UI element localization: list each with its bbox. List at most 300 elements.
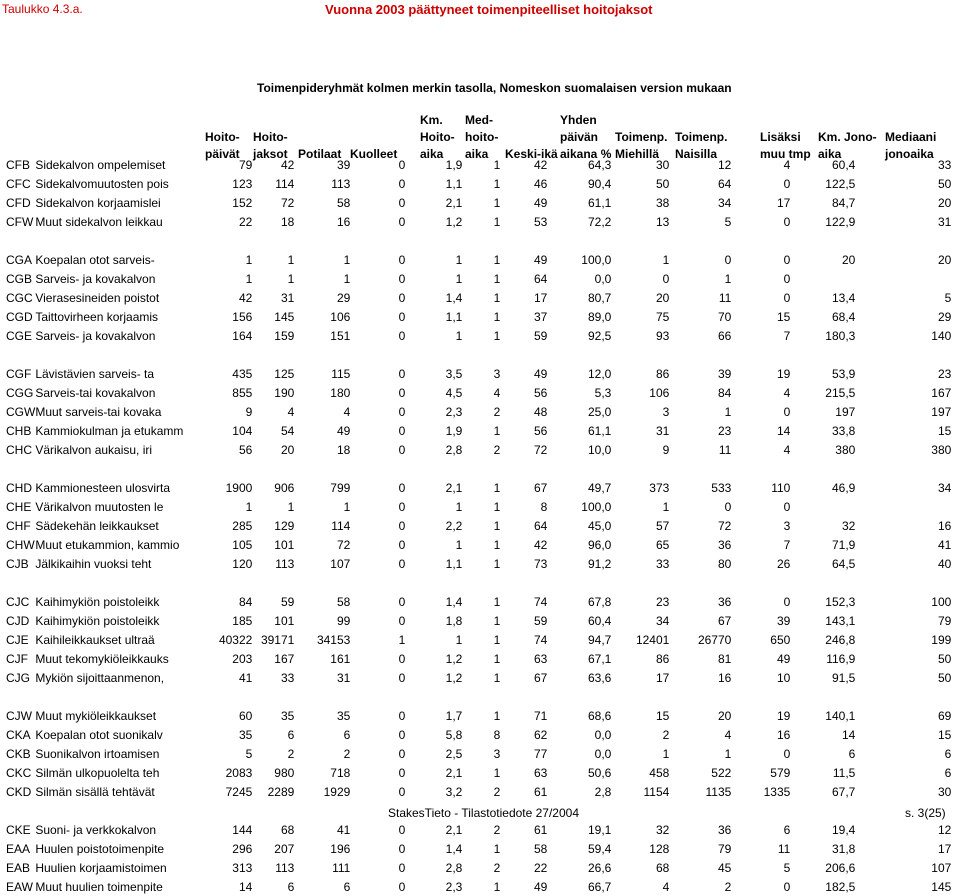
table-cell: 72 xyxy=(533,442,548,457)
table-cell: 1 xyxy=(493,252,501,267)
procedure-name: Värikalvon aukaisu, iri xyxy=(35,442,153,457)
table-cell: 66 xyxy=(717,328,732,343)
table-cell: 64,5 xyxy=(831,556,856,571)
column-header-line: muu tmp xyxy=(760,147,811,161)
table-cell: 74 xyxy=(533,594,548,609)
table-cell: 26,6 xyxy=(587,860,612,875)
table-cell: 0 xyxy=(398,404,406,419)
procedure-code: CJB xyxy=(6,556,29,571)
table-cell: 1 xyxy=(493,632,501,647)
table-cell: 100,0 xyxy=(581,499,612,514)
table-cell: 196 xyxy=(330,841,351,856)
table-cell: 14 xyxy=(776,423,791,438)
table-cell: 855 xyxy=(232,385,253,400)
procedure-name: Suonikalvon irtoamisen xyxy=(35,746,160,761)
table-cell: 1 xyxy=(493,651,501,666)
table-cell: 84 xyxy=(238,594,253,609)
table-cell: 2,1 xyxy=(445,822,463,837)
table-cell: 1,4 xyxy=(445,290,463,305)
table-cell: 13 xyxy=(655,214,670,229)
table-cell: 3 xyxy=(662,404,670,419)
table-cell: 143,1 xyxy=(825,613,856,628)
table-row xyxy=(0,554,954,573)
table-cell: 2,8 xyxy=(445,442,463,457)
table-row xyxy=(0,516,954,535)
table-cell: 100,0 xyxy=(581,252,612,267)
table-cell: 1 xyxy=(493,594,501,609)
procedure-code: CHD xyxy=(6,480,32,495)
table-cell: 22 xyxy=(533,860,548,875)
column-header-line: jonoaika xyxy=(885,147,934,161)
table-cell: 60 xyxy=(238,708,253,723)
table-cell: 373 xyxy=(649,480,670,495)
table-cell: 36 xyxy=(717,594,732,609)
table-cell: 128 xyxy=(649,841,670,856)
table-cell: 0 xyxy=(398,290,406,305)
table-cell: 2,3 xyxy=(445,404,463,419)
procedure-name: Kaihimykiön poistoleikk xyxy=(35,594,160,609)
table-cell: 1335 xyxy=(763,784,791,799)
table-cell: 114 xyxy=(275,176,295,191)
column-header-line xyxy=(298,112,350,129)
table-cell: 1 xyxy=(245,499,253,514)
table-cell: 56 xyxy=(533,385,548,400)
column-header-line: Hoito- xyxy=(253,130,288,144)
table-cell: 61 xyxy=(533,822,548,837)
table-cell: 17 xyxy=(655,670,670,685)
procedure-code: CKC xyxy=(6,765,32,780)
table-cell: 90,4 xyxy=(587,176,612,191)
table-cell: 41 xyxy=(238,670,253,685)
table-cell: 3 xyxy=(493,366,501,381)
table-cell: 0 xyxy=(398,366,406,381)
table-cell: 50,6 xyxy=(587,765,612,780)
table-row xyxy=(0,288,954,307)
table-cell: 203 xyxy=(232,651,253,666)
table-cell: 1 xyxy=(245,252,253,267)
table-cell: 4 xyxy=(343,404,351,419)
table-cell: 96,0 xyxy=(587,537,612,552)
procedure-name: Kaihimykiön poistoleikk xyxy=(35,613,160,628)
procedure-code: CGE xyxy=(6,328,33,343)
table-row xyxy=(0,763,954,782)
table-cell: 197 xyxy=(835,404,856,419)
table-cell: 48 xyxy=(533,404,548,419)
column-header-line: aika xyxy=(465,147,489,161)
table-cell: 1 xyxy=(287,499,295,514)
table-cell: 380 xyxy=(835,442,856,457)
table-cell: 2 xyxy=(493,784,501,799)
table-row xyxy=(0,535,954,554)
table-cell: 0 xyxy=(398,442,406,457)
footer-page-number: s. 3(25) xyxy=(905,806,946,820)
column-header-line xyxy=(298,129,350,146)
table-cell: 0 xyxy=(398,594,406,609)
table-cell: 435 xyxy=(232,366,253,381)
table-cell: 1 xyxy=(493,176,501,191)
procedure-code: CHE xyxy=(6,499,32,514)
table-row xyxy=(0,269,954,288)
table-row xyxy=(0,649,954,668)
table-cell: 1 xyxy=(493,518,501,533)
column-header-line: Km. xyxy=(420,113,443,127)
table-cell: 31 xyxy=(336,670,351,685)
table-cell: 0 xyxy=(398,822,406,837)
table-cell: 81 xyxy=(717,651,732,666)
table-cell: 11 xyxy=(718,290,732,305)
column-header-line: päivät xyxy=(205,147,240,161)
procedure-name: Jälkikaihin vuoksi teht xyxy=(35,556,152,571)
procedure-code: CKD xyxy=(6,784,32,799)
table-cell: 20 xyxy=(280,442,295,457)
table-cell: 31,8 xyxy=(831,841,856,856)
table-cell: 1 xyxy=(662,499,670,514)
table-cell: 182,5 xyxy=(825,879,856,894)
table-cell: 11,5 xyxy=(832,765,856,780)
table-cell: 7245 xyxy=(225,784,253,799)
table-cell: 49 xyxy=(533,252,548,267)
table-cell: 36 xyxy=(717,537,732,552)
table-cell: 5,8 xyxy=(445,727,463,742)
table-cell: 1,8 xyxy=(445,613,463,628)
table-row xyxy=(0,839,954,858)
column-header-line: hoito- xyxy=(465,130,499,144)
column-header-line: aika xyxy=(818,147,842,161)
table-cell: 206,6 xyxy=(825,860,856,875)
procedure-code: CKB xyxy=(6,746,31,761)
table-cell: 0 xyxy=(398,271,406,286)
table-cell: 32 xyxy=(841,518,856,533)
table-cell: 718 xyxy=(330,765,351,780)
table-cell: 20 xyxy=(937,195,952,210)
table-cell: 50 xyxy=(655,176,670,191)
table-cell: 1 xyxy=(493,537,501,552)
table-cell: 2,1 xyxy=(445,765,463,780)
column-header-line xyxy=(505,112,553,129)
table-cell: 3,5 xyxy=(445,366,463,381)
procedure-name: Koepalan otot sarveis- xyxy=(35,252,155,267)
table-cell: 65 xyxy=(655,537,670,552)
table-cell: 12 xyxy=(937,822,952,837)
table-cell: 1 xyxy=(455,537,463,552)
table-cell: 1,4 xyxy=(445,841,463,856)
table-cell: 34153 xyxy=(316,632,351,647)
table-cell: 53,9 xyxy=(831,366,856,381)
table-cell: 46 xyxy=(533,176,548,191)
table-cell: 2083 xyxy=(225,765,253,780)
table-cell: 4 xyxy=(493,385,501,400)
table-cell: 16 xyxy=(717,670,732,685)
column-header-line: Lisäksi xyxy=(760,130,801,144)
table-cell: 23 xyxy=(655,594,670,609)
column-header-line: Km. Jono- xyxy=(818,130,877,144)
table-cell: 1 xyxy=(493,214,501,229)
table-cell xyxy=(858,497,954,516)
table-cell: 41 xyxy=(336,822,351,837)
table-cell: 197 xyxy=(931,404,952,419)
table-cell: 63 xyxy=(533,765,548,780)
table-cell: 39 xyxy=(776,613,791,628)
table-cell: 6 xyxy=(848,746,856,761)
column-header-line xyxy=(760,112,796,129)
table-cell: 13,4 xyxy=(831,290,856,305)
table-cell: 5 xyxy=(245,746,253,761)
table-cell: 80,7 xyxy=(587,290,612,305)
table-cell: 42 xyxy=(533,537,548,552)
table-cell: 1 xyxy=(493,480,501,495)
table-cell: 74 xyxy=(533,632,548,647)
table-cell: 2,2 xyxy=(445,518,463,533)
table-cell: 35 xyxy=(280,708,295,723)
table-cell: 0 xyxy=(398,746,406,761)
table-cell: 101 xyxy=(274,537,295,552)
table-cell: 1 xyxy=(724,271,732,286)
table-cell: 56 xyxy=(238,442,253,457)
table-cell: 115 xyxy=(331,366,351,381)
procedure-code: CJE xyxy=(6,632,29,647)
procedure-name: Sidekalvon korjaamislei xyxy=(35,195,161,210)
table-cell: 1 xyxy=(493,765,501,780)
table-cell: 1 xyxy=(493,499,501,514)
table-cell xyxy=(858,269,954,288)
table-cell: 26 xyxy=(776,556,791,571)
table-cell: 6 xyxy=(343,879,351,894)
table-cell: 1 xyxy=(662,252,670,267)
procedure-name: Muut tekomykiöleikkauks xyxy=(35,651,169,666)
table-cell: 1 xyxy=(455,271,463,286)
table-cell: 2,1 xyxy=(445,195,463,210)
table-cell: 39 xyxy=(336,157,351,172)
table-cell: 458 xyxy=(649,765,670,780)
table-cell: 14 xyxy=(238,879,253,894)
table-cell: 0 xyxy=(398,841,406,856)
table-cell: 4,5 xyxy=(445,385,463,400)
table-cell: 50 xyxy=(937,670,952,685)
table-cell: 1 xyxy=(398,632,406,647)
column-header-line xyxy=(350,129,405,146)
procedure-code: CGA xyxy=(6,252,33,267)
procedure-name: Muut etukammion, kammio xyxy=(35,537,180,552)
table-cell: 0 xyxy=(783,290,791,305)
table-cell: 62 xyxy=(533,727,548,742)
table-cell: 68,4 xyxy=(831,309,856,324)
table-cell: 12401 xyxy=(635,632,670,647)
table-cell: 61 xyxy=(533,784,548,799)
column-header-line: aikana % xyxy=(560,147,612,161)
table-cell xyxy=(793,269,858,288)
table-cell: 11 xyxy=(718,442,732,457)
procedure-name: Sarveis-tai kovakalvon xyxy=(35,385,156,400)
table-cell: 111 xyxy=(332,860,351,875)
table-cell: 9 xyxy=(245,404,253,419)
table-row xyxy=(0,250,954,269)
table-cell: 30 xyxy=(937,784,952,799)
table-cell: 190 xyxy=(274,385,295,400)
table-cell: 17 xyxy=(533,290,548,305)
table-cell: 0,0 xyxy=(594,271,612,286)
table-cell: 35 xyxy=(336,708,351,723)
table-cell: 0 xyxy=(398,252,406,267)
table-row xyxy=(0,440,954,459)
table-cell: 1 xyxy=(455,252,463,267)
table-cell: 22 xyxy=(238,214,253,229)
table-cell: 185 xyxy=(232,613,253,628)
table-row xyxy=(0,877,954,896)
table-cell: 0 xyxy=(783,594,791,609)
table-cell: 23 xyxy=(717,423,732,438)
table-cell: 246,8 xyxy=(825,632,856,647)
table-row xyxy=(0,858,954,877)
table-cell: 114 xyxy=(331,518,351,533)
table-cell: 105 xyxy=(232,537,253,552)
table-cell: 1 xyxy=(493,157,501,172)
procedure-code: CJF xyxy=(6,651,28,666)
table-cell: 0 xyxy=(398,328,406,343)
table-cell: 116,9 xyxy=(826,651,856,666)
column-header-line xyxy=(253,112,299,129)
table-cell: 104 xyxy=(232,423,253,438)
table-cell: 67,7 xyxy=(831,784,856,799)
table-cell: 207 xyxy=(274,841,295,856)
table-cell: 5 xyxy=(944,290,952,305)
table-cell: 67 xyxy=(533,670,548,685)
table-row xyxy=(0,383,954,402)
table-cell: 15 xyxy=(937,727,952,742)
table-row xyxy=(0,212,954,231)
table-cell: 6 xyxy=(944,746,952,761)
table-cell: 58 xyxy=(336,195,351,210)
page-title: Vuonna 2003 päättyneet toimenpiteelliset hoitojaksot xyxy=(325,2,653,17)
table-cell: 31 xyxy=(655,423,670,438)
table-cell: 64 xyxy=(717,176,732,191)
procedure-code: CGG xyxy=(6,385,34,400)
table-cell: 89,0 xyxy=(587,309,612,324)
table-cell: 2 xyxy=(343,746,351,761)
table-cell: 1 xyxy=(455,632,463,647)
procedure-code: EAW xyxy=(6,879,33,894)
table-cell: 0 xyxy=(398,708,406,723)
column-header-line xyxy=(350,112,405,129)
procedure-code: CKE xyxy=(6,822,31,837)
procedure-code: CJG xyxy=(6,670,30,685)
page-subtitle: Toimenpideryhmät kolmen merkin tasolla, Nomeskon suomalaisen version mukaan xyxy=(257,81,732,95)
procedure-code: CJD xyxy=(6,613,30,628)
table-cell: 4 xyxy=(287,404,295,419)
table-cell: 1 xyxy=(493,841,501,856)
table-cell: 20 xyxy=(655,290,670,305)
table-cell: 1154 xyxy=(643,784,670,799)
table-cell: 2,5 xyxy=(445,746,463,761)
column-header-line xyxy=(818,112,865,129)
table-cell: 2,1 xyxy=(445,480,463,495)
column-header-line xyxy=(675,112,733,129)
procedure-name: Kaihileikkaukset ultraä xyxy=(35,632,155,647)
procedure-code: CKA xyxy=(6,727,31,742)
table-cell: 2 xyxy=(493,822,501,837)
table-cell: 18 xyxy=(280,214,295,229)
procedure-name: Lävistävien sarveis- ta xyxy=(35,366,155,381)
procedure-code: EAB xyxy=(6,860,31,875)
table-cell: 0 xyxy=(398,879,406,894)
table-row xyxy=(0,820,954,839)
table-cell: 59 xyxy=(280,594,295,609)
table-cell: 156 xyxy=(232,309,253,324)
table-cell: 1,2 xyxy=(445,670,463,685)
procedure-code: CGB xyxy=(6,271,33,286)
table-cell: 2 xyxy=(493,442,501,457)
table-cell: 3,2 xyxy=(445,784,463,799)
table-cell: 32 xyxy=(655,822,670,837)
table-row xyxy=(0,725,954,744)
table-cell: 34 xyxy=(717,195,732,210)
table-cell: 71 xyxy=(533,708,548,723)
table-cell: 1,2 xyxy=(445,214,463,229)
procedure-code: CGD xyxy=(6,309,33,324)
table-cell: 1900 xyxy=(225,480,253,495)
data-table xyxy=(0,155,954,896)
table-cell: 91,2 xyxy=(587,556,612,571)
table-cell: 57 xyxy=(655,518,670,533)
table-cell: 1 xyxy=(493,290,501,305)
column-header-line: Yhden xyxy=(560,113,597,127)
table-cell: 140 xyxy=(931,328,952,343)
procedure-code: CHF xyxy=(6,518,31,533)
table-cell: 1,9 xyxy=(445,423,463,438)
procedure-name: Koepalan otot suonikalv xyxy=(35,727,163,742)
table-cell: 69 xyxy=(937,708,952,723)
procedure-name: Muut sidekalvon leikkau xyxy=(35,214,163,229)
procedure-code: CHW xyxy=(6,537,35,552)
table-cell: 0,0 xyxy=(594,727,612,742)
procedure-name: Huulen poistotoimenpite xyxy=(35,841,165,856)
table-cell: 522 xyxy=(711,765,732,780)
table-row xyxy=(0,193,954,212)
table-cell: 40 xyxy=(937,556,952,571)
table-cell: 0 xyxy=(398,499,406,514)
table-cell: 91,5 xyxy=(831,670,856,685)
table-cell: 1 xyxy=(493,271,501,286)
table-cell: 1 xyxy=(493,670,501,685)
table-cell: 1,1 xyxy=(445,309,463,324)
table-cell: 2 xyxy=(493,860,501,875)
table-cell: 7 xyxy=(783,537,791,552)
table-cell: 1 xyxy=(493,556,501,571)
table-cell: 30 xyxy=(655,157,670,172)
table-cell: 1 xyxy=(245,271,253,286)
table-cell: 50 xyxy=(937,176,952,191)
table-cell: 113 xyxy=(275,556,295,571)
table-cell: 0 xyxy=(398,309,406,324)
table-cell: 4 xyxy=(662,879,670,894)
group-spacer xyxy=(0,345,954,364)
table-cell: 1135 xyxy=(705,784,732,799)
table-cell: 64,3 xyxy=(587,157,612,172)
table-cell: 50 xyxy=(937,651,952,666)
table-cell: 33 xyxy=(280,670,295,685)
column-header-line xyxy=(505,129,553,146)
procedure-code: CJW xyxy=(6,708,32,723)
table-cell: 151 xyxy=(330,328,351,343)
table-cell: 1 xyxy=(455,328,463,343)
table-cell: 113 xyxy=(331,176,351,191)
table-cell: 20 xyxy=(717,708,732,723)
table-cell: 33,8 xyxy=(831,423,856,438)
table-cell: 79 xyxy=(238,157,253,172)
table-cell: 1 xyxy=(455,499,463,514)
column-header-line: jaksot xyxy=(253,147,288,161)
procedure-name: Muut huulien toimenpite xyxy=(35,879,163,894)
table-cell: 16 xyxy=(776,727,791,742)
